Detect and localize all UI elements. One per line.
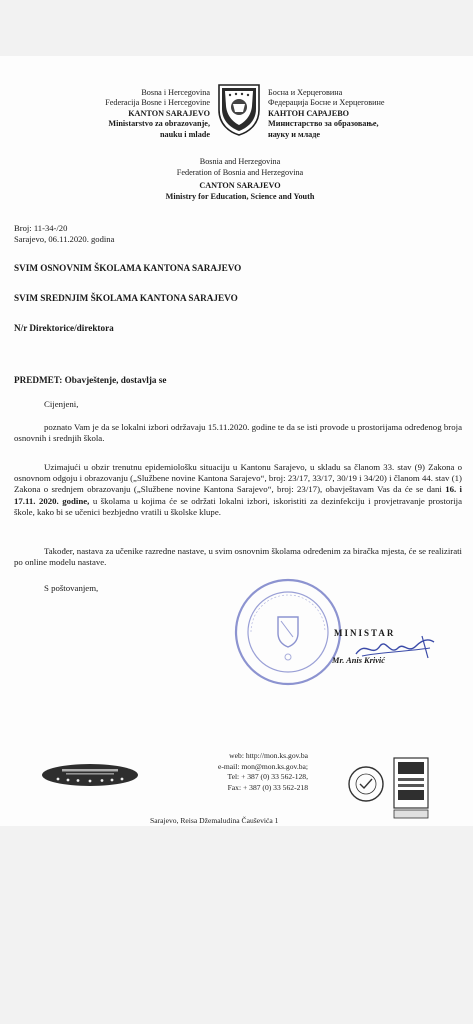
closing: S poštovanjem,	[44, 583, 99, 593]
header-right-ministry-cont: науку и младе	[268, 129, 321, 139]
paragraph-disinfection	[14, 462, 462, 518]
paragraph-disinfection-part1: Uzimajući u obzir trenutnu epidemiološku situaciju u Kantonu Sarajevo, u skladu sa članom 33. stav (9) Zakona o osnovnom odgoju i obrazovanju („Službene novine Kantona Sarajevo“, broj: 23/17, 33/17, 30/19 i 34/20) i članom 44. stav (1) Zakona o srednjem obrazovanju („Službene novine Kantona Sarajevo“, broj: 23/17), obavještavam Vas da će se dani	[14, 462, 462, 495]
footer-tel: Tel: + 387 (0) 33 562-128,	[227, 772, 308, 782]
header-right-ministry: Министарство за образовање,	[268, 119, 379, 129]
paragraph-online-classes: Također, nastava za učenike razredne nastave, u svim osnovnim školama određenim za biračka mjesta, će se realizirati po online modelu nastave.	[14, 546, 462, 568]
reference-date: Sarajevo, 06.11.2020. godina	[14, 234, 115, 244]
header-center-line: Bosnia and Herzegovina	[199, 157, 281, 166]
greeting: Cijenjeni,	[44, 399, 79, 409]
document-page	[0, 56, 473, 826]
header-center-canton: CANTON SARAJEVO	[199, 181, 281, 191]
header-left-line: Federacija Bosne i Hercegovine	[105, 98, 210, 108]
coat-of-arms-icon	[216, 82, 262, 136]
paragraph-disinfection-dates: 16. i 17.11. 2020. godine,	[14, 484, 463, 506]
header-right-block	[268, 88, 448, 140]
reference-block	[14, 223, 114, 245]
footer-email[interactable]: e-mail: mon@mon.ks.gov.ba;	[217, 761, 308, 771]
official-stamp-icon	[233, 577, 343, 687]
header-center-block	[80, 157, 400, 202]
footer-contact	[168, 751, 308, 793]
header-center-line: Federation of Bosnia and Herzegovina	[176, 167, 304, 177]
header-left-ministry-cont: nauku i mlade	[159, 129, 210, 139]
minister-name: Mr. Anis Krivić	[332, 656, 385, 665]
addressee-primary-schools: SVIM OSNOVNIM ŠKOLAMA KANTONA SARAJEVO	[14, 263, 242, 273]
paragraph-elections: poznato Vam je da se lokalni izbori održavaju 15.11.2020. godine te da se isti provode u prostorijama određenog broja osnovnih i srednjih škola.	[14, 422, 462, 444]
addressee-secondary-schools: SVIM SREDNJIM ŠKOLAMA KANTONA SARAJEVO	[14, 293, 238, 303]
reference-number: Broj: 11-34-/20	[14, 223, 68, 233]
header-right-line: Федерација Босне и Херцеговине	[268, 98, 385, 108]
addressee-attention: N/r Direktorice/direktora	[14, 323, 114, 333]
paragraph-disinfection-part2: u školama u kojima će se održati lokalni izbori, iskoristiti za dezinfekciju i provjetravanje prostorija škole, kako bi se učenici bezbjedno vratili u školske klupe.	[14, 495, 462, 517]
header-center-ministry: Ministry for Education, Science and Youth	[165, 191, 315, 201]
certification-badge-icon	[348, 750, 436, 820]
header-right-canton: КАНТОН САРАЈЕВО	[268, 108, 350, 118]
header-right-line: Босна и Херцеговина	[268, 88, 343, 97]
header-left-line: Bosna i Hercegovina	[141, 88, 210, 97]
subject-label: PREDMET:	[14, 375, 63, 385]
subject-line	[14, 375, 166, 385]
footer-address: Sarajevo, Reisa Džemaludina Čauševića 1	[150, 816, 279, 825]
header-left-ministry: Ministarstvo za obrazovanje,	[108, 119, 210, 129]
footer-web[interactable]: web: http://mon.ks.gov.ba	[229, 751, 308, 760]
footer-fax: Fax: + 387 (0) 33 562-218	[227, 782, 308, 792]
subject-text: Obavještenje, dostavlja se	[64, 375, 167, 385]
footer-emblem-icon	[40, 762, 140, 788]
header-left-block	[40, 88, 210, 140]
minister-title: MINISTAR	[334, 628, 396, 638]
header-left-canton: KANTON SARAJEVO	[128, 108, 210, 118]
